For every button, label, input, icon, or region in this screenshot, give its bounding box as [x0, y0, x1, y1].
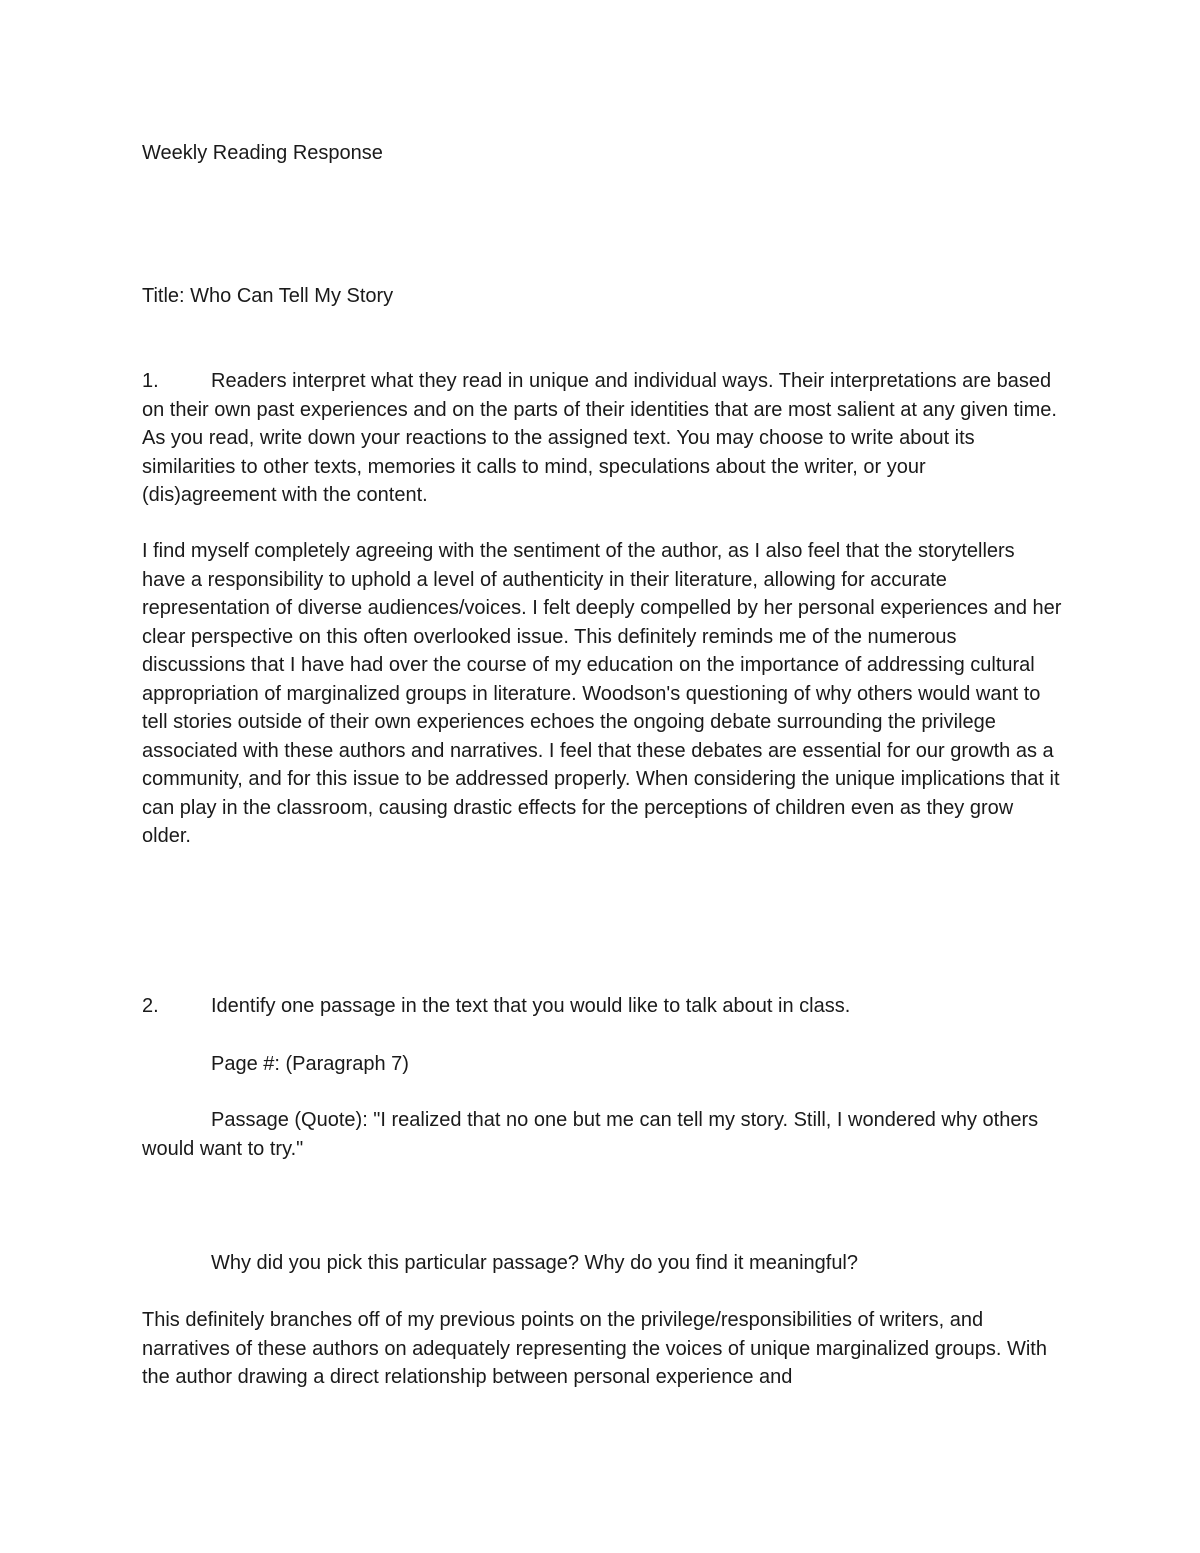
question-2-number: 2. [142, 995, 159, 1017]
question-1-response: I find myself completely agreeing with the sentiment of the author, as I also feel that the storytellers have a responsibility to uphold a level of authenticity in their literature, allowing for accurate representation of diverse audiences/voices. I felt deeply compelled by her personal experiences and her clear perspective on this often overlooked issue. This definitely reminds me of the numerous discussions that I have had over the course of my education on the importance of addressing cultural appropriation of marginalized groups in literature. Woodson's questioning of why others would want to tell stories outside of their own experiences echoes the ongoing debate surrounding the privilege associated with these authors and narratives. I feel that these debates are essential for our growth as a community, and for this issue to be addressed properly. When considering the unique implications that it can play in the classroom, causing drastic effects for the perceptions of children even as they grow older. [142, 540, 1062, 847]
question-1-prompt [142, 367, 1062, 510]
question-2-response: This definitely branches off of my previous points on the privilege/responsibilities of writers, and narratives of these authors on adequately representing the voices of unique marginalized groups. With the author drawing a direct relationship between personal experience and [142, 1309, 1047, 1388]
page-number-line: Page #: (Paragraph 7) [211, 1053, 409, 1075]
passage-quote: Passage (Quote): "I realized that no one but me can tell my story. Still, I wondered why others would want to try." [142, 1109, 1039, 1160]
question-2-prompt-text: Identify one passage in the text that you would like to talk about in class. [211, 995, 851, 1017]
document-heading: Weekly Reading Response [142, 142, 383, 164]
question-2-prompt [142, 992, 1062, 1021]
question-1-prompt-text: Readers interpret what they read in unique and individual ways. Their interpretations are based on their own past experiences and on the parts of their identities that are most salient at any given time. As you read, write down your reactions to the assigned text. You may choose to write about its similarities to other texts, memories it calls to mind, speculations about the writer, or your (dis)agreement with the content. [142, 370, 1057, 506]
document-title-line: Title: Who Can Tell My Story [142, 285, 394, 307]
question-1-number: 1. [142, 370, 159, 392]
why-prompt: Why did you pick this particular passage? Why do you find it meaningful? [211, 1252, 859, 1274]
